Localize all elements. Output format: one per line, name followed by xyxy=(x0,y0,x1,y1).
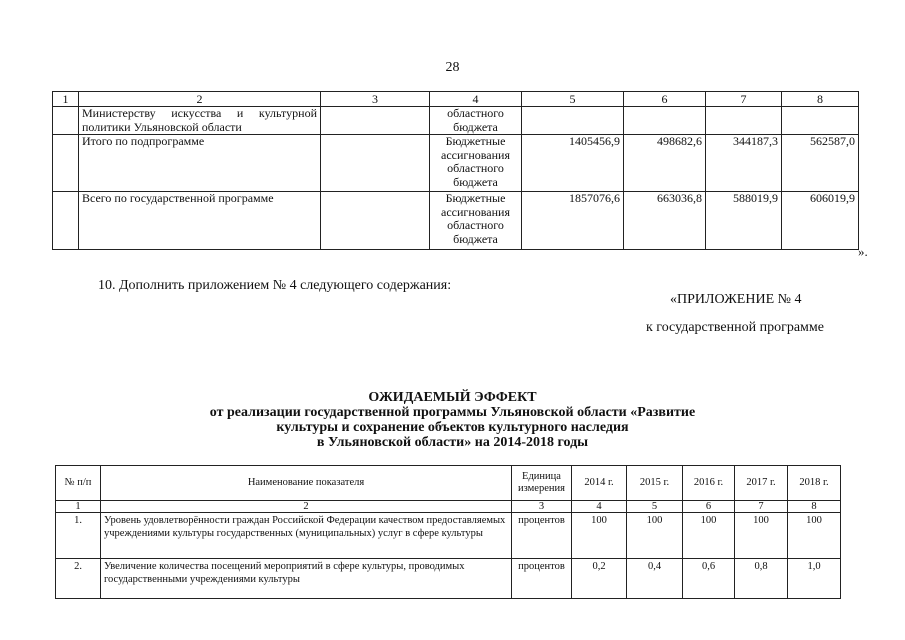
table-row xyxy=(56,513,841,559)
header-year: 2014 г. xyxy=(572,466,627,501)
column-number: 3 xyxy=(512,501,572,513)
value-cell: 100 xyxy=(683,513,735,559)
row-number: 2. xyxy=(56,559,101,599)
table-cell xyxy=(321,192,430,250)
header-year: 2016 г. xyxy=(683,466,735,501)
row-label: Министерству искусства и культурной политики Ульяновской области xyxy=(79,107,321,135)
value-cell: 0,8 xyxy=(735,559,788,599)
unit-cell: процентов xyxy=(512,559,572,599)
funding-source: Бюджетные ассигнования областного бюджета xyxy=(430,192,522,250)
column-number: 1 xyxy=(53,92,79,107)
value-cell: 100 xyxy=(788,513,841,559)
header-num: № п/п xyxy=(56,466,101,501)
table-row xyxy=(53,107,859,135)
table-cell xyxy=(522,107,624,135)
row-label: Итого по подпрограмме xyxy=(79,135,321,192)
row-number: 1. xyxy=(56,513,101,559)
column-number: 5 xyxy=(522,92,624,107)
table-cell xyxy=(321,135,430,192)
budget-table xyxy=(52,91,859,250)
table-header-row xyxy=(53,92,859,107)
amount-cell: 663036,8 xyxy=(624,192,706,250)
row-label: Всего по государственной программе xyxy=(79,192,321,250)
column-number: 6 xyxy=(624,92,706,107)
column-number: 8 xyxy=(788,501,841,513)
indicator-name: Увеличение количества посещений мероприятий в сфере культуры, проводимых государственными учреждениями культуры xyxy=(101,559,512,599)
amount-cell: 344187,3 xyxy=(706,135,782,192)
value-cell: 1,0 xyxy=(788,559,841,599)
amount-cell: 606019,9 xyxy=(782,192,859,250)
table-row xyxy=(53,135,859,192)
heading-line: от реализации государственной программы Ульяновской области «Развитие xyxy=(209,405,696,420)
column-number: 5 xyxy=(627,501,683,513)
document-heading xyxy=(0,390,905,450)
value-cell: 0,2 xyxy=(572,559,627,599)
heading-line: культуры и сохранение объектов культурного наследия xyxy=(276,420,629,435)
table-cell xyxy=(706,107,782,135)
value-cell: 0,6 xyxy=(683,559,735,599)
table-cell xyxy=(624,107,706,135)
header-unit: Единица измерения xyxy=(512,466,572,501)
header-year: 2018 г. xyxy=(788,466,841,501)
column-number: 2 xyxy=(101,501,512,513)
column-number: 6 xyxy=(683,501,735,513)
table-cell xyxy=(321,107,430,135)
table-cell xyxy=(782,107,859,135)
heading-line: в Ульяновской области» на 2014-2018 годы xyxy=(316,435,589,450)
amount-cell: 498682,6 xyxy=(624,135,706,192)
funding-source: областного бюджета xyxy=(430,107,522,135)
effect-table xyxy=(55,465,841,599)
column-number: 7 xyxy=(735,501,788,513)
column-numbering-row xyxy=(56,501,841,513)
amount-cell: 1857076,6 xyxy=(522,192,624,250)
column-number: 8 xyxy=(782,92,859,107)
heading-line: ОЖИДАЕМЫЙ ЭФФЕКТ xyxy=(368,390,537,405)
value-cell: 100 xyxy=(627,513,683,559)
header-year: 2015 г. xyxy=(627,466,683,501)
table-row xyxy=(53,192,859,250)
header-year: 2017 г. xyxy=(735,466,788,501)
amount-cell: 562587,0 xyxy=(782,135,859,192)
paragraph-10: 10. Дополнить приложением № 4 следующего содержания: xyxy=(98,278,452,293)
funding-source: Бюджетные ассигнования областного бюджета xyxy=(430,135,522,192)
header-name: Наименование показателя xyxy=(101,466,512,501)
appendix-title: «ПРИЛОЖЕНИЕ № 4 xyxy=(670,292,802,307)
column-number: 1 xyxy=(56,501,101,513)
column-number: 2 xyxy=(79,92,321,107)
appendix-subtitle: к государственной программе xyxy=(646,320,824,335)
table-row xyxy=(56,559,841,599)
page-number: 28 xyxy=(445,60,460,75)
amount-cell: 1405456,9 xyxy=(522,135,624,192)
column-number: 4 xyxy=(430,92,522,107)
unit-cell: процентов xyxy=(512,513,572,559)
closing-quote: ». xyxy=(858,244,868,259)
value-cell: 100 xyxy=(735,513,788,559)
value-cell: 100 xyxy=(572,513,627,559)
indicator-name: Уровень удовлетворённости граждан Российской Федерации качеством предоставляемых учреждениями культуры государственных (муниципальных) услуг в сфере культуры xyxy=(101,513,512,559)
table-header-row xyxy=(56,466,841,501)
column-number: 3 xyxy=(321,92,430,107)
amount-cell: 588019,9 xyxy=(706,192,782,250)
column-number: 7 xyxy=(706,92,782,107)
value-cell: 0,4 xyxy=(627,559,683,599)
column-number: 4 xyxy=(572,501,627,513)
